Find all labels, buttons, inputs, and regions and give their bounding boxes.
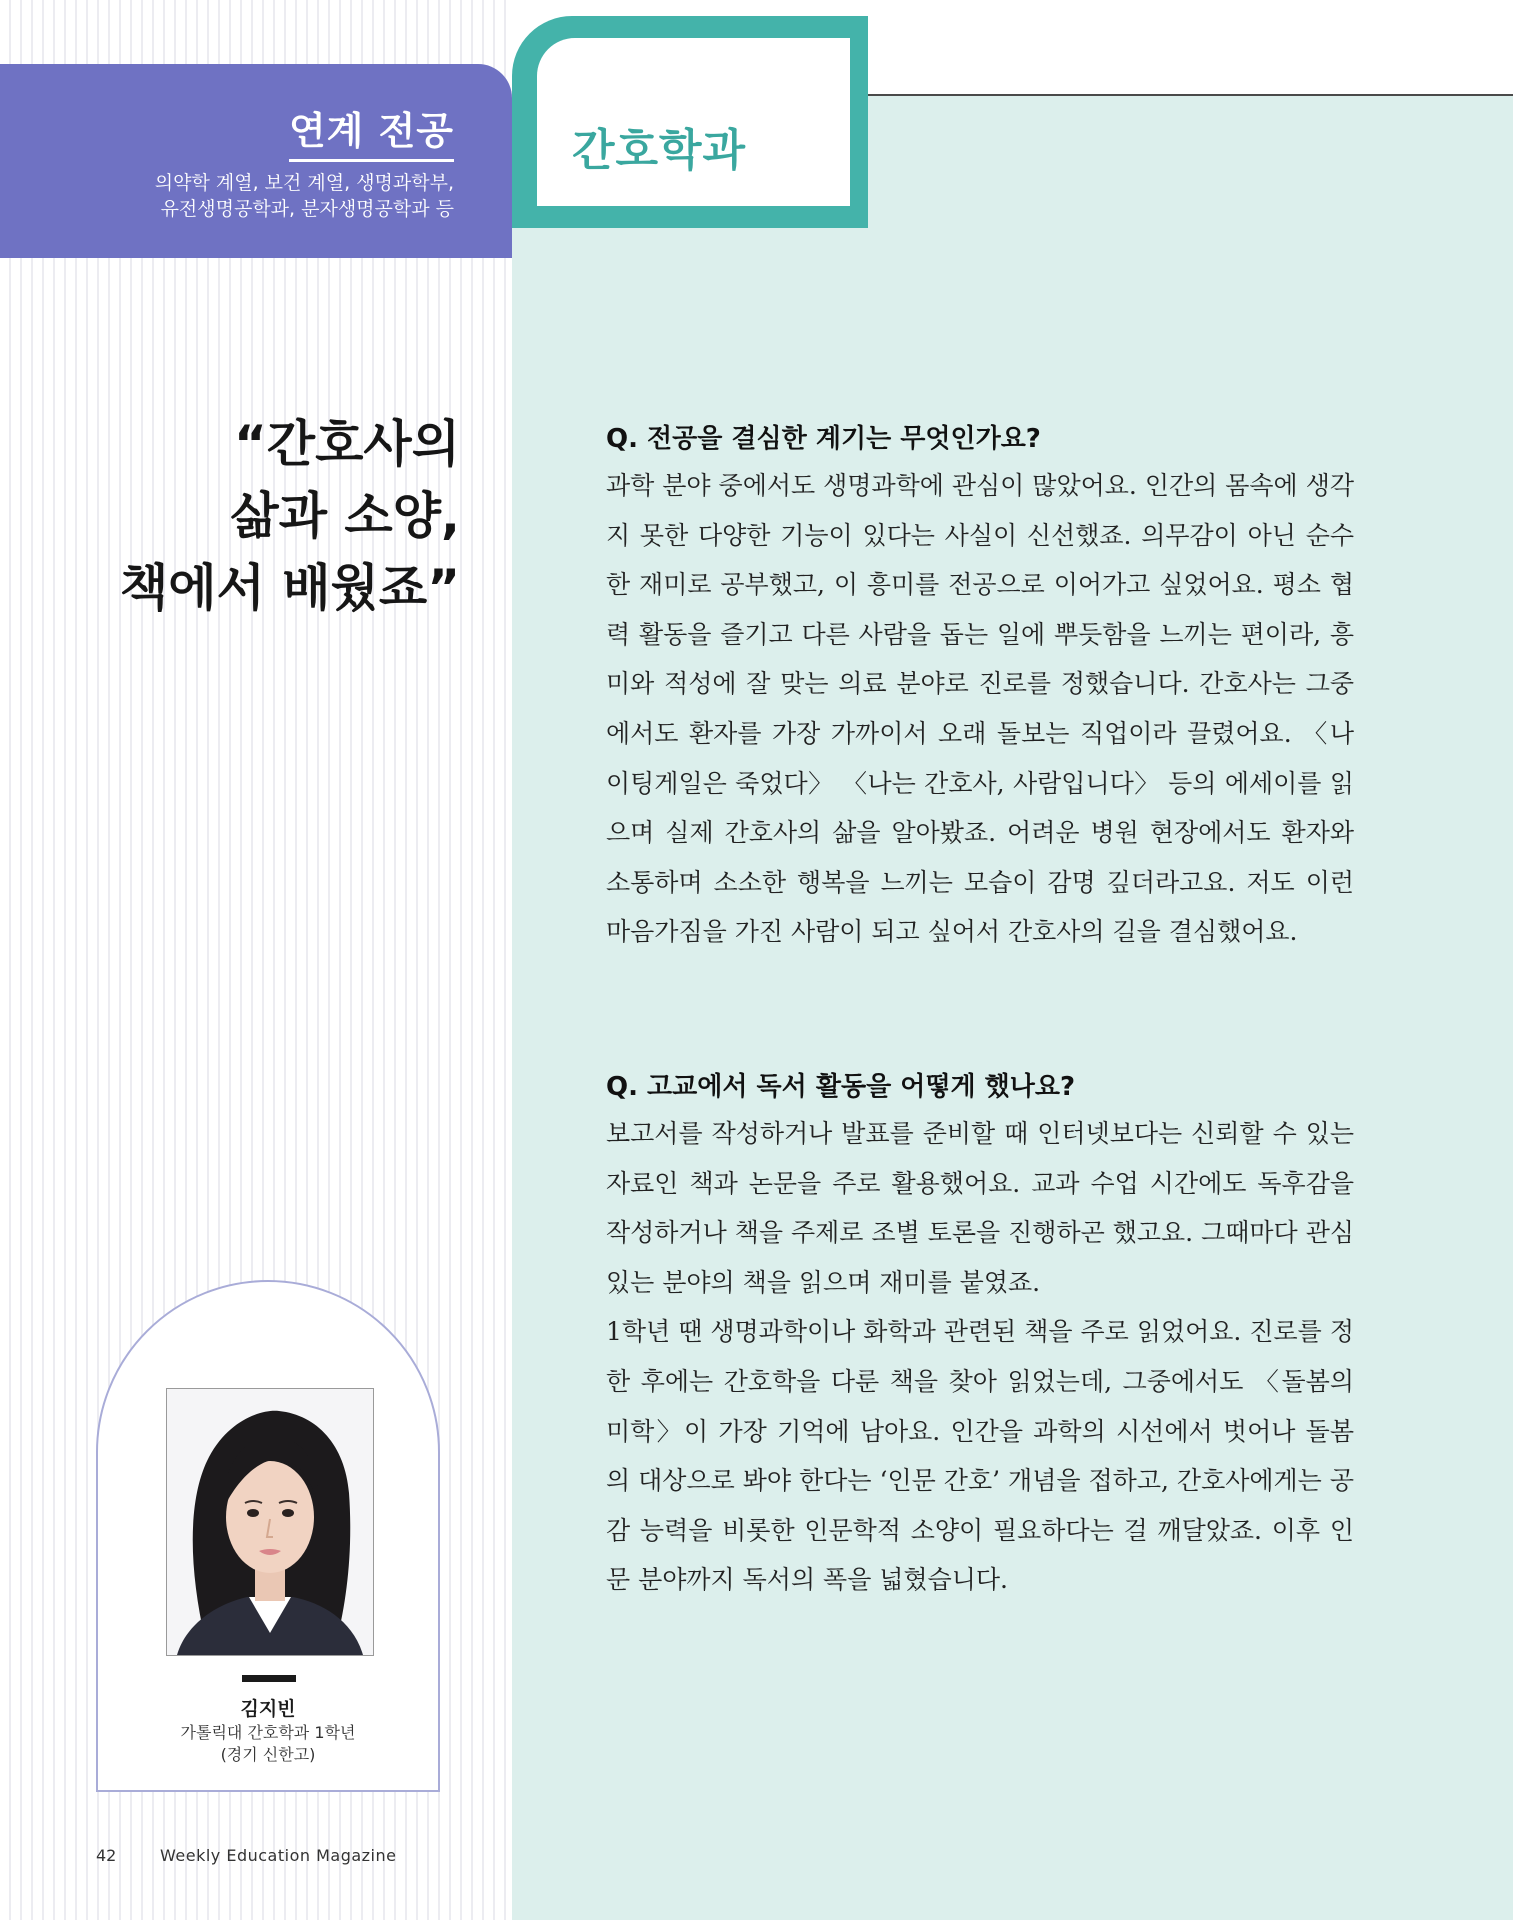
profile-info (98, 1722, 438, 1766)
answer-text (606, 1109, 1354, 1605)
related-majors-title: 연계 전공 (289, 100, 454, 162)
page-number: 42 (96, 1846, 117, 1865)
profile-name: 김지빈 (240, 1698, 296, 1720)
qa-block (606, 1066, 1354, 1605)
profile-high-school: (경기 신한고) (220, 1745, 316, 1764)
related-majors-line: 의약학 계열, 보건 계열, 생명과학부, (154, 172, 454, 194)
answer-text (606, 461, 1354, 957)
answer-paragraph: 보고서를 작성하거나 발표를 준비할 때 인터넷보다는 신뢰할 수 있는 자료인 책과 논문을 주로 활용했어요. 교과 수업 시간에도 독후감을 작성하거나 책을 주제로 조별 토론을 진행하곤 했고요. 그때마다 관심 있는 분야의 책을 읽으며 재미를 붙였죠. (606, 1119, 1354, 1297)
headline-line: 책에서 배웠죠” (120, 559, 461, 617)
qa-block (606, 418, 1354, 957)
profile-photo (166, 1388, 374, 1656)
portrait-image (167, 1389, 373, 1655)
content-panel (512, 96, 1513, 1920)
answer-paragraph: 과학 분야 중에서도 생명과학에 관심이 많았어요. 인간의 몸속에 생각지 못한 다양한 기능이 있다는 사실이 신선했죠. 의무감이 아닌 순수한 재미로 공부했고, 이 흥미를 전공으로 이어가고 싶었어요. 평소 협력 활동을 즐기고 다른 사람을 돕는 일에 뿌듯함을 느끼는 편이라, 흥미와 적성에 잘 맞는 의료 분야로 진로를 정했습니다. 간호사는 그중에서도 환자를 가장 가까이서 오래 돌보는 직업이라 끌렸어요. 〈나이팅게일은 죽었다〉 〈나는 간호사, 사람입니다〉 등의 에세이를 읽으며 실제 간호사의 삶을 알아봤죠. 어려운 병원 현장에서도 환자와 소통하며 소소한 행복을 느끼는 모습이 감명 깊더라고요. 저도 이런 마음가짐을 가진 사람이 되고 싶어서 간호사의 길을 결심했어요. (606, 471, 1354, 947)
headline-quote (120, 408, 460, 624)
department-tab (512, 16, 868, 228)
headline-line: 삶과 소양, (230, 487, 460, 545)
related-majors-line: 유전생명공학과, 분자생명공학과 등 (160, 198, 454, 220)
related-majors-banner (0, 64, 512, 258)
profile-school: 가톨릭대 간호학과 1학년 (180, 1723, 356, 1742)
answer-paragraph: 1학년 땐 생명과학이나 화학과 관련된 책을 주로 읽었어요. 진로를 정한 후에는 간호학을 다룬 책을 찾아 읽었는데, 그중에서도 〈돌봄의 미학〉이 가장 기억에 남아요. 인간을 과학의 시선에서 벗어나 돌봄의 대상으로 봐야 한다는 ‘인문 간호’ 개념을 접하고, 간호사에게는 공감 능력을 비롯한 인문학적 소양이 필요하다는 걸 깨달았죠. 이후 인문 분야까지 독서의 폭을 넓혔습니다. (606, 1317, 1354, 1595)
question-heading: Q. 고교에서 독서 활동을 어떻게 했나요? (606, 1072, 1076, 1102)
top-divider (868, 94, 1513, 96)
department-tab-inner (537, 38, 850, 206)
name-bar (242, 1675, 296, 1682)
headline-line: “간호사의 (233, 415, 460, 473)
related-majors-list (34, 170, 454, 222)
question-heading: Q. 전공을 결심한 계기는 무엇인가요? (606, 424, 1041, 454)
magazine-name: Weekly Education Magazine (160, 1846, 397, 1865)
profile-card (96, 1280, 440, 1792)
department-title: 간호학과 (572, 125, 747, 176)
